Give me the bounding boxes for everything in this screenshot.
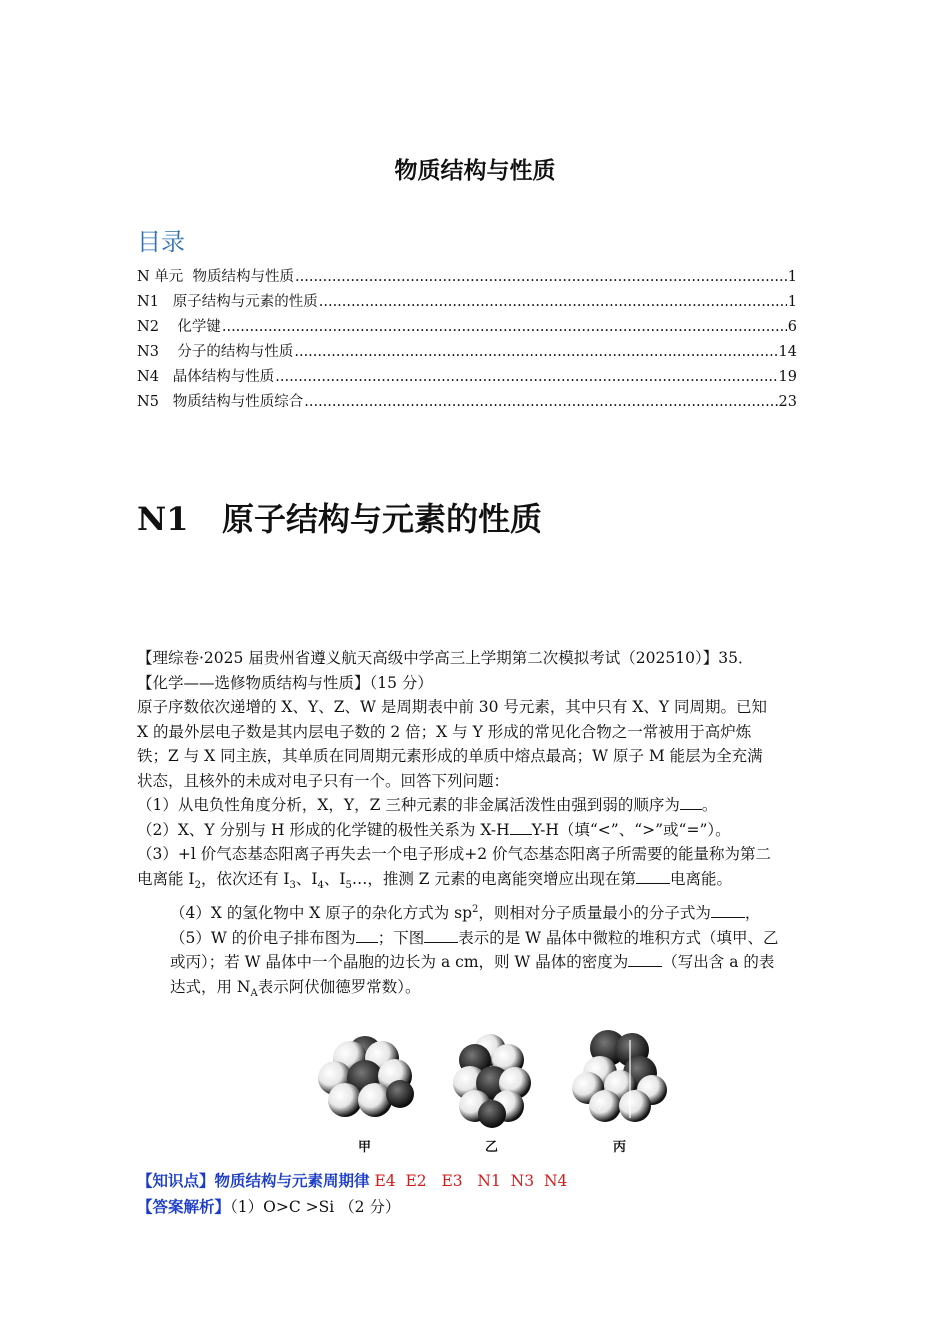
sub-question-5-line3 — [137, 975, 827, 1007]
sub-question-2 — [137, 818, 827, 843]
toc-entry-page: 6 — [787, 319, 797, 335]
q2-pre: （2）X、Y 分别与 H 形成的化学键的极性关系为 X-H — [137, 820, 510, 839]
question-stem-line: 铁；Z 与 X 同主族，其单质在同周期元素形成的单质中熔点最高；W 原子 M 能层为全充满 — [137, 747, 763, 765]
superscript: 2 — [472, 904, 479, 916]
subscript: 2 — [194, 879, 201, 891]
answer-blank[interactable] — [636, 868, 670, 884]
toc-leader-dots — [319, 294, 787, 310]
toc-entry-label: N 单元 物质结构与性质 — [137, 269, 295, 285]
toc-entry-label: N2 化学键 — [137, 319, 221, 335]
toc-entry[interactable] — [137, 390, 797, 415]
answer-blank[interactable] — [424, 927, 458, 943]
answer-text: （1）O>C >Si （2 分） — [230, 1198, 401, 1216]
toc-leader-dots — [275, 369, 777, 385]
toc-leader-dots — [294, 344, 777, 360]
answer-label: 【答案解析】 — [137, 1197, 231, 1216]
answer-blank[interactable] — [356, 927, 378, 943]
toc-entry-label: N4 晶体结构与性质 — [137, 369, 275, 385]
answer-blank[interactable] — [510, 819, 532, 835]
q3-text: 电离能。 — [670, 869, 733, 888]
subscript: 5 — [345, 879, 352, 891]
q3-text: 、I — [323, 869, 346, 888]
knowledge-point-topic: 物质结构与元素周期律 — [214, 1171, 370, 1190]
toc-entry-page: 1 — [787, 294, 797, 310]
table-of-contents — [137, 265, 797, 415]
q5-text: 达式，用 N — [170, 977, 251, 996]
subscript: A — [250, 987, 258, 999]
toc-entry-page: 14 — [778, 344, 797, 360]
crystal-packing-figure — [310, 1028, 670, 1158]
figure-label-yi: 乙 — [485, 1140, 499, 1155]
q1-end: 。 — [701, 796, 718, 814]
figure-label-jia: 甲 — [358, 1140, 372, 1155]
q3-text: …，推测 Z 元素的电离能突增应出现在第 — [351, 869, 636, 888]
packing-jia-icon — [318, 1036, 414, 1117]
section-heading: N1 原子结构与元素的性质 — [137, 500, 542, 538]
subscript: 4 — [317, 879, 324, 891]
answer-blank[interactable] — [628, 951, 662, 967]
answer-blank[interactable] — [680, 794, 702, 810]
document-title: 物质结构与性质 — [394, 157, 556, 184]
answer-blank[interactable] — [711, 902, 745, 918]
figure-label-bing: 丙 — [613, 1140, 627, 1155]
q1-text: （1）从电负性角度分析，X，Y，Z 三种元素的非金属活泼性由强到弱的顺序为 — [137, 796, 680, 814]
toc-leader-dots — [222, 319, 787, 335]
question-subject: 【化学——选修物质结构与性质】（15 分） — [137, 673, 433, 692]
toc-entry[interactable] — [137, 365, 797, 390]
toc-entry[interactable] — [137, 290, 797, 315]
knowledge-point-codes: E4 E2 E3 N1 N3 N4 — [369, 1172, 568, 1190]
q3-text: 、I — [295, 869, 318, 888]
question-stem-line: 状态，且核外的未成对电子只有一个。回答下列问题： — [137, 771, 510, 790]
toc-heading: 目录 — [137, 228, 185, 256]
toc-entry-label: N3 分子的结构与性质 — [137, 344, 294, 360]
question-stem-line: 原子序数依次递增的 X、Y、Z、W 是周期表中前 30 号元素，其中只有 X、Y 同周期。已知 — [137, 698, 768, 716]
answer-line — [137, 1194, 567, 1220]
q5-text: ；下图 — [377, 928, 425, 947]
toc-entry[interactable] — [137, 315, 797, 340]
sub-question-5-line2 — [137, 950, 827, 975]
toc-leader-dots — [295, 269, 787, 285]
toc-leader-dots — [304, 394, 777, 410]
q4-text: （4）X 的氢化物中 X 原子的杂化方式为 sp — [170, 904, 473, 923]
toc-entry[interactable] — [137, 340, 797, 365]
question-stem-line: X 的最外层电子数是其内层电子数的 2 倍；X 与 Y 形成的常见化合物之一常被用于高炉炼 — [137, 722, 752, 741]
toc-entry[interactable] — [137, 265, 797, 290]
q4-text: ， — [744, 904, 761, 923]
q3-text: ，依次还有 I — [200, 869, 290, 888]
q3-text: 电离能 I — [137, 869, 195, 888]
sub-question-3-line2 — [137, 867, 827, 899]
knowledge-point-label: 【知识点】 — [137, 1171, 215, 1190]
sub-question-3-line1: （3）+l 价气态基态阳离子再失去一个电子形成+2 价气态基态阳离子所需要的能量称为第二 — [137, 845, 772, 863]
toc-entry-label: N1 原子结构与元素的性质 — [137, 294, 318, 310]
q5-text: （写出含 a 的表 — [662, 953, 775, 972]
knowledge-point-line — [137, 1168, 567, 1194]
question-source: 【理综卷·2025 届贵州省遵义航天高级中学高三上学期第二次模拟考试（202510）】35． — [137, 649, 754, 667]
toc-entry-label: N5 物质结构与性质综合 — [137, 394, 304, 410]
q4-text: ，则相对分子质量最小的分子式为 — [478, 904, 711, 923]
q5-text: 或丙）；若 W 晶体中一个晶胞的边长为 a cm，则 W 晶体的密度为 — [170, 953, 629, 972]
toc-entry-page: 19 — [778, 369, 797, 385]
q5-text: 表示的是 W 晶体中微粒的堆积方式（填甲、乙 — [458, 928, 779, 947]
q5-text: （5）W 的价电子排布图为 — [170, 928, 356, 947]
toc-entry-page: 23 — [778, 394, 797, 410]
sub-question-1 — [137, 793, 827, 818]
analysis-section — [137, 1168, 567, 1220]
packing-bing-icon — [572, 1030, 667, 1122]
question-body — [137, 646, 827, 1006]
toc-entry-page: 1 — [787, 269, 797, 285]
sub-question-4 — [137, 898, 827, 926]
subscript: 3 — [289, 879, 296, 891]
q5-text: 表示阿伏伽德罗常数）。 — [257, 977, 421, 996]
packing-yi-icon — [453, 1034, 531, 1128]
q2-post: Y-H（填“<”、“>”或“=”）。 — [531, 820, 731, 839]
sub-question-5-line1 — [137, 926, 827, 951]
